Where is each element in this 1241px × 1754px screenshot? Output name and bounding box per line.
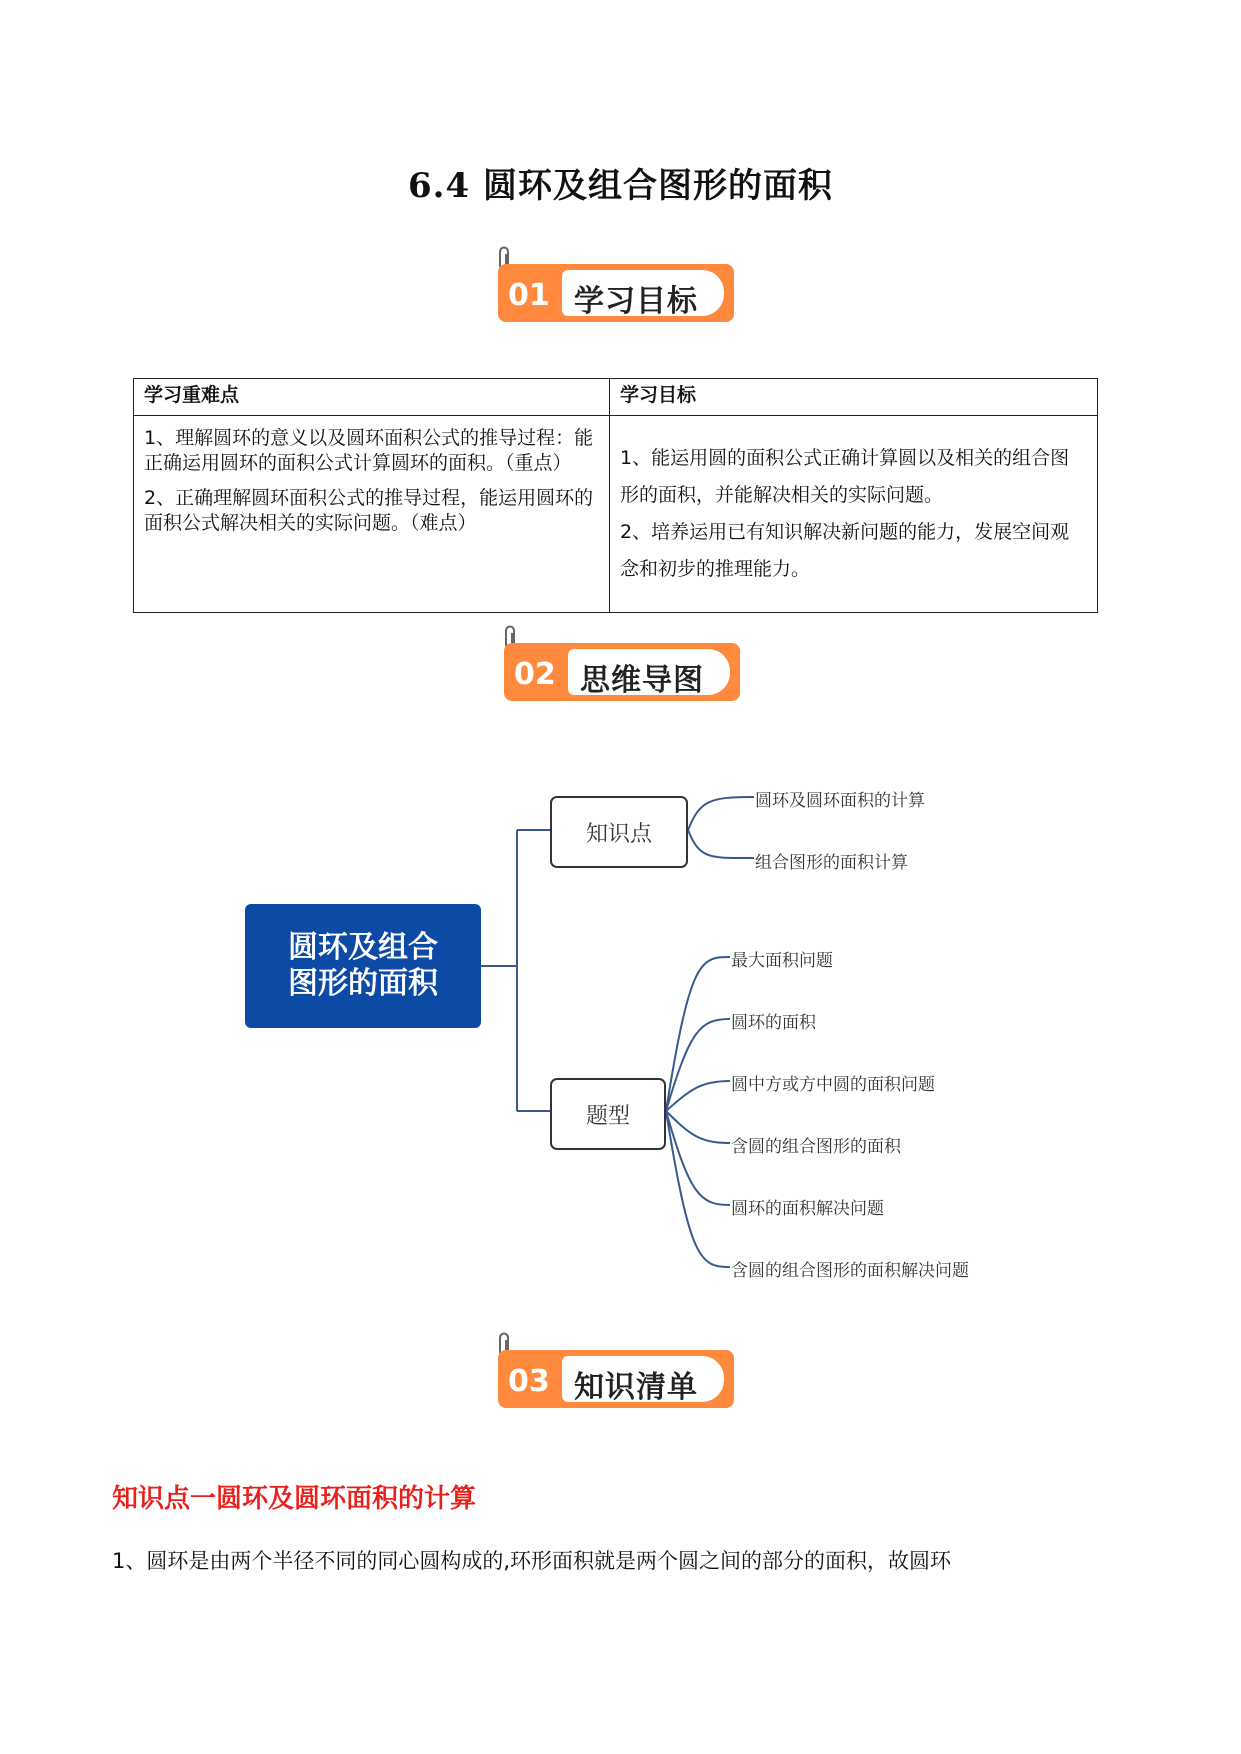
section-number: 02 (514, 657, 556, 692)
mindmap-leaf: 组合图形的面积计算 (755, 853, 908, 873)
mindmap-leaf: 圆环及圆环面积的计算 (755, 791, 925, 811)
section-label: 知识清单 (574, 1370, 698, 1405)
mindmap-branch-question-types: 题型 (550, 1078, 666, 1150)
table-header: 学习目标 (610, 379, 1098, 416)
knowledge-paragraph: 1、圆环是由两个半径不同的同心圆构成的,环形面积就是两个圆之间的部分的面积，故圆环 (112, 1549, 952, 1573)
page-title: 6.4 圆环及组合图形的面积 (408, 166, 833, 206)
goal-item: 2、培养运用已有知识解决新问题的能力，发展空间观念和初步的推理能力。 (620, 521, 1070, 580)
mindmap-leaf: 圆环的面积解决问题 (731, 1199, 884, 1219)
mindmap-leaf: 含圆的组合图形的面积 (731, 1137, 901, 1157)
goal-item: 1、能运用圆的面积公式正确计算圆以及相关的组合图形的面积，并能解决相关的实际问题。 (620, 447, 1070, 506)
mindmap-root: 圆环及组合图形的面积 (245, 904, 481, 1028)
mindmap-leaf: 含圆的组合图形的面积解决问题 (731, 1261, 969, 1281)
mindmap-branch-knowledge: 知识点 (550, 796, 688, 868)
mindmap-leaf: 最大面积问题 (731, 951, 833, 971)
mindmap-leaf: 圆中方或方中圆的面积问题 (731, 1075, 935, 1095)
mindmap-leaf: 圆环的面积 (731, 1013, 816, 1033)
section-badge-knowledge (496, 1330, 736, 1420)
table-header: 学习重难点 (134, 379, 610, 416)
difficulty-item: 2、正确理解圆环面积公式的推导过程，能运用圆环的面积公式解决相关的实际问题。（难点） (144, 487, 594, 534)
section-label: 思维导图 (580, 663, 704, 698)
section-number: 03 (508, 1364, 550, 1399)
section-label: 学习目标 (574, 284, 698, 319)
section-number: 01 (508, 278, 550, 313)
knowledge-point-heading: 知识点一圆环及圆环面积的计算 (112, 1484, 477, 1514)
difficulty-item: 1、理解圆环的意义以及圆环面积公式的推导过程：能正确运用圆环的面积公式计算圆环的面积。（重点） (144, 427, 594, 474)
